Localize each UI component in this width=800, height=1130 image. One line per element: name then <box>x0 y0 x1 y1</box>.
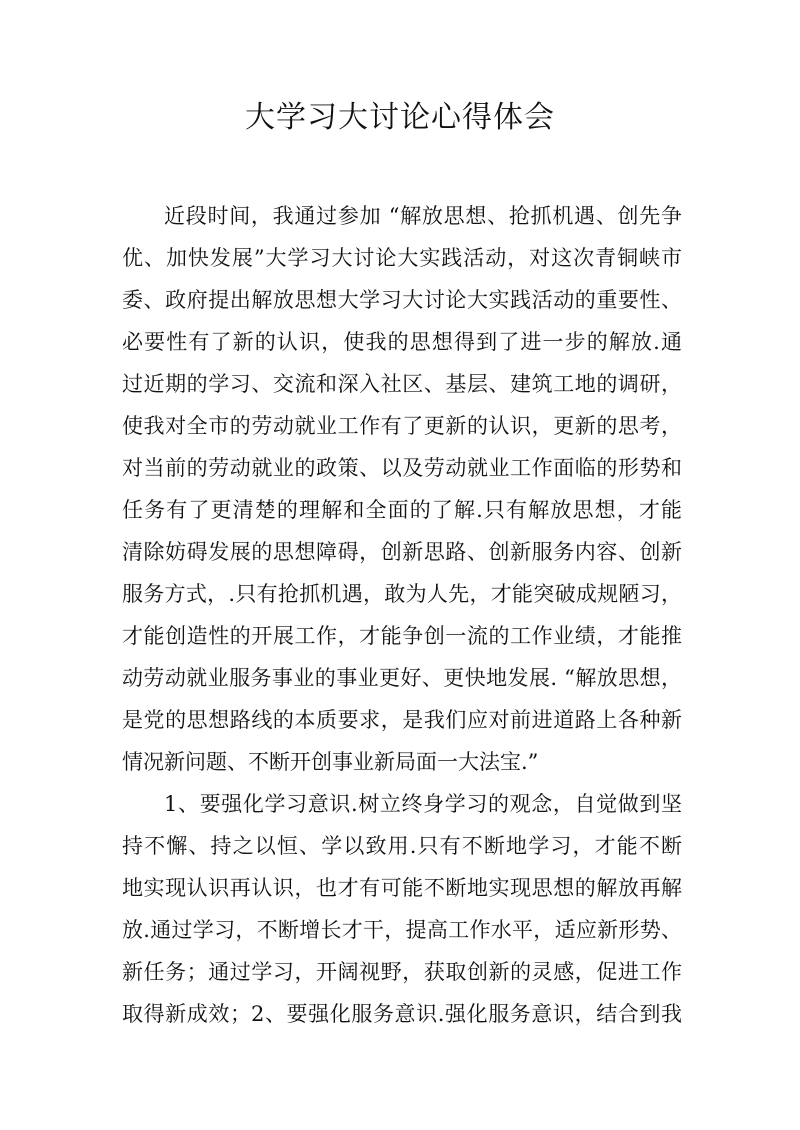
body-line-12: 动劳动就业服务事业的事业更好、更快地发展. “解放思想， <box>122 666 682 690</box>
body-line-2: 优、加快发展”大学习大讨论大实践活动，对这次青铜峡市 <box>122 246 682 270</box>
body-line-20: 取得新成效；2、要强化服务意识.强化服务意识，结合到我 <box>122 1002 682 1026</box>
body-line-5: 过近期的学习、交流和深入社区、基层、建筑工地的调研， <box>122 372 682 396</box>
body-line-17: 地实现认识再认识，也才有可能不断地实现思想的解放再解 <box>122 876 682 900</box>
body-line-9: 清除妨碍发展的思想障碍，创新思路、创新服务内容、创新 <box>122 540 682 564</box>
body-line-6: 使我对全市的劳动就业工作有了更新的认识，更新的思考， <box>122 414 682 438</box>
body-line-16: 持不懈、持之以恒、学以致用.只有不断地学习，才能不断 <box>122 834 682 858</box>
document-title: 大学习大讨论心得体会 <box>245 100 555 135</box>
body-line-4: 必要性有了新的认识，使我的思想得到了进一步的解放.通 <box>122 330 682 354</box>
body-line-11: 才能创造性的开展工作，才能争创一流的工作业绩，才能推 <box>122 624 682 648</box>
body-line-18: 放.通过学习，不断增长才干，提高工作水平，适应新形势、 <box>122 918 682 942</box>
body-line-7: 对当前的劳动就业的政策、以及劳动就业工作面临的形势和 <box>122 456 682 480</box>
body-line-3: 委、政府提出解放思想大学习大讨论大实践活动的重要性、 <box>122 288 682 312</box>
body-line-14: 情况新问题、不断开创事业新局面一大法宝.” <box>122 750 539 774</box>
body-line-10: 服务方式，.只有抢抓机遇，敢为人先，才能突破成规陋习， <box>122 582 682 606</box>
body-line-13: 是党的思想路线的本质要求，是我们应对前进道路上各种新 <box>122 708 682 732</box>
body-line-15: 1、要强化学习意识.树立终身学习的观念，自觉做到坚 <box>164 792 682 816</box>
body-line-8: 任务有了更清楚的理解和全面的了解.只有解放思想，才能 <box>122 498 682 522</box>
body-line-1: 近段时间，我通过参加 “解放思想、抢抓机遇、创先争 <box>164 204 682 228</box>
body-line-19: 新任务；通过学习，开阔视野，获取创新的灵感，促进工作 <box>122 960 682 984</box>
